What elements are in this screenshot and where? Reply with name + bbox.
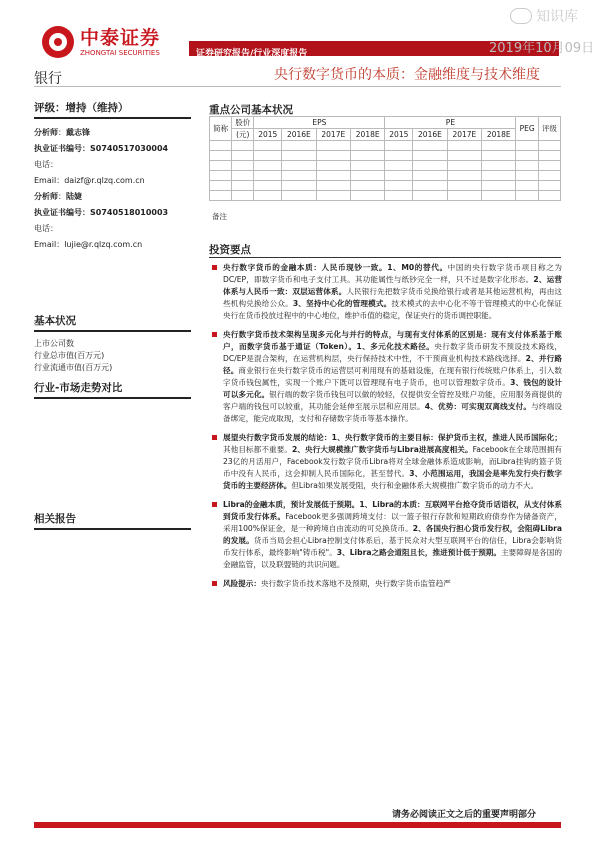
col-unit: (元) bbox=[232, 129, 254, 141]
year-header: 2016E bbox=[413, 129, 447, 141]
analyst-2: 分析师：陆婕 执业证书编号：S0740518010003 电话： Email：lujie@r.qlzq.com.cn bbox=[34, 192, 169, 249]
sector-label: 银行 bbox=[34, 71, 62, 87]
year-header: 2015 bbox=[385, 129, 413, 141]
basic-item: 行业总市值(百万元) bbox=[34, 351, 105, 360]
bullet-paragraph: Libra的金融本质，预计发展低于预期。1、Libra的本质：互联网平台抢夺货币话语权，从支付体系到货币发行体系。Facebook更多强调跨境支付：以一篮子银行存款和短期政府债券作为储备资产，采用100%保证金，是一种跨境自由流动的可兑换货币。2、各国央行担心货币发行权，会阻碍Libra的发展。货币当局会担心Libra控制支付体系后，基于民众对大型互联网平台的信任，Libra会影响货币发行体系，最终影响"铸币税"。3、Libra之路会道阻且长，推进预计低于预期。主要障碍是各国的金融监管，以及联盟链的共识问题。 bbox=[212, 499, 562, 571]
table-row bbox=[210, 191, 561, 201]
year-header: 2018E bbox=[482, 129, 516, 141]
logo-text-cn: 中泰证券 bbox=[80, 27, 161, 49]
col-peg: PEG bbox=[516, 117, 538, 141]
chat-bubble-icon bbox=[510, 8, 532, 24]
year-header: 2017E bbox=[447, 129, 481, 141]
companies-title: 重点公司基本状况 bbox=[209, 104, 293, 116]
invest-title: 投资要点 bbox=[209, 244, 251, 256]
invest-divider bbox=[209, 257, 561, 258]
table-row bbox=[210, 171, 561, 181]
header-divider bbox=[34, 86, 561, 87]
bullet-paragraph: 央行数字货币技术架构呈现多元化与并行的特点，与现有支付体系的区别是：现有支付体系基于账户，而数字货币基于通证（Token）。1、多元化技术路径。央行数字货币研发不预设技术路线，DC/EP是混合架构，在运营机构层，央行保持技术中性，不干预商业机构技术路线选择。2、并行路径。商业银行在央行数字货币的运营层可利用现有的基础设施，在现有银行传统账户体系上，引入数字货币钱包属性，实现一个账户下既可以管理现有电子货币，也可以管理数字货币。3、钱包的设计可以多元化。银行端的数字货币钱包可以做的较轻，仅提供安全管控及账户功能，应用服务商提供的客户端的钱包可以较重，其功能会延伸至展示层和应用层。4、优势：可实现双离线支付。与终端设备绑定，能完成取现，支付和存储数字货币等基本操作。 bbox=[212, 329, 562, 425]
year-header: 2018E bbox=[351, 129, 385, 141]
analyst-name: 戴志锋 bbox=[66, 128, 90, 137]
related-reports-title: 相关报告 bbox=[34, 511, 191, 530]
page-title: 央行数字货币的本质：金融维度与技术维度 bbox=[274, 67, 540, 83]
year-header: 2017E bbox=[316, 129, 350, 141]
cert-number: S0740518010003 bbox=[90, 208, 169, 217]
rating: 评级：增持（维持） bbox=[34, 100, 191, 119]
cert-number: S0740517030004 bbox=[90, 144, 169, 153]
logo-mark-icon bbox=[42, 26, 74, 58]
table-row bbox=[210, 151, 561, 161]
col-rating: 评级 bbox=[538, 117, 560, 141]
logo-text-en: ZHONGTAI SECURITIES bbox=[80, 49, 160, 57]
col-pe: PE bbox=[385, 117, 516, 129]
report-date: 2019年10月09日 bbox=[489, 41, 595, 56]
company-logo bbox=[42, 26, 167, 60]
col-eps: EPS bbox=[254, 117, 385, 129]
analyst-1: 分析师：戴志锋 执业证书编号：S0740517030004 电话： Email：daizf@r.qlzq.com.cn bbox=[34, 128, 169, 185]
table-row bbox=[210, 141, 561, 151]
footer-notice: 请务必阅读正文之后的重要声明部分 bbox=[392, 810, 537, 820]
analyst-email[interactable]: daizf@r.qlzq.com.cn bbox=[64, 176, 145, 185]
year-header: 2015 bbox=[254, 129, 282, 141]
left-column bbox=[34, 100, 191, 536]
bullet-paragraph: 央行数字货币的金融本质：人民币现钞一致。1、M0的替代。中国的央行数字货币项目称之为DC/EP，即数字货币和电子支付工具。其功能属性与纸钞完全一样，只不过是数字化形态。2、运营体系与人民币一致：双层运营体系。人民银行先把数字货币兑换给银行或者是其他运营机构，再由这些机构兑换给公众。3、坚持中心化的管理模式。技术模式的去中心化不等于管理模式的中心化保证央行在货币投放过程中的中心地位，维护币值的稳定，保证央行的货币调控职能。 bbox=[212, 262, 562, 322]
footer-bar bbox=[34, 822, 561, 828]
company-table bbox=[209, 116, 561, 201]
table-row bbox=[210, 181, 561, 191]
basic-item: 行业流通市值(百万元) bbox=[34, 363, 113, 372]
invest-bullets bbox=[212, 262, 562, 597]
watermark: 知识库 bbox=[510, 6, 578, 26]
basic-item: 上市公司数 bbox=[34, 339, 74, 348]
trend-title: 行业-市场走势对比 bbox=[34, 380, 191, 399]
basic-status-title: 基本状况 bbox=[34, 313, 191, 332]
table-note: 备注 bbox=[212, 212, 227, 221]
report-type: 证券研究报告/行业深度报告 bbox=[196, 49, 308, 59]
analyst-name: 陆婕 bbox=[66, 192, 82, 201]
analyst-email[interactable]: lujie@r.qlzq.com.cn bbox=[64, 240, 143, 249]
year-header: 2016E bbox=[282, 129, 316, 141]
col-price: 股价 bbox=[232, 117, 254, 129]
col-short: 简称 bbox=[210, 117, 232, 141]
bullet-paragraph: 风险提示：央行数字货币技术落地不及预期，央行数字货币监管趋严 bbox=[212, 578, 562, 590]
table-row bbox=[210, 161, 561, 171]
bullet-paragraph: 展望央行数字货币发展的结论：1、央行数字货币的主要目标：保护货币主权，推进人民币国际化；其他目标都不重要。2、央行大规模推广数字货币与Libra进展高度相关。Facebook在全球范围拥有23亿的月活用户，Facebook发行数字货币Libra将对全球金融体系造成影响，而Libra挂钩的篮子货币中没有人民币，这会抑制人民币国际化，甚至替代。3、小范围运用，我国会是率先发行央行数字货币的主要经济体。但Libra如果发展受阻，央行和金融体系大规模推广数字货币的动力不大。 bbox=[212, 432, 562, 492]
